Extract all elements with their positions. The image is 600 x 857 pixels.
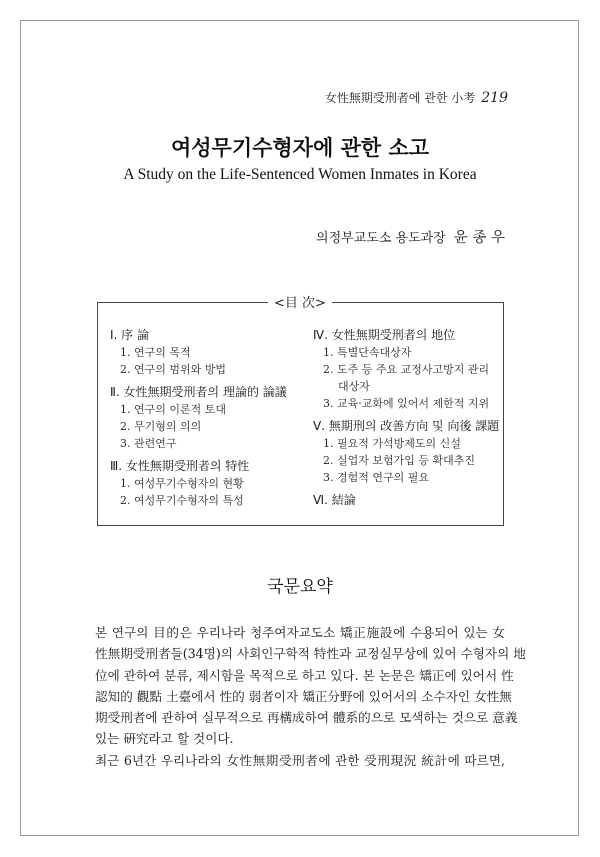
paper-subtitle: A Study on the Life-Sentenced Women Inmates in Korea [123,166,477,183]
abstract-line: 본 연구의 目的은 우리나라 청주여자교도소 矯正施設에 수용되어 있는 女 [95,625,505,640]
toc-section-title: Ⅰ. 序 論 [110,328,149,342]
abstract-line: 認知的 觀點 土臺에서 性的 弱者이자 矯正分野에 있어서의 소수자인 女性無 [95,688,512,704]
toc-heading-label: <目 次> [268,296,332,311]
toc-item: 2. 여성무기수형자의 특성 [120,494,244,507]
abstract-line: 期受刑者에 관하여 실무적으로 再構成하여 體系的으로 모색하는 것으로 意義 [95,710,518,726]
abstract-line: 位에 관하여 분류, 제시함을 목적으로 하고 있다. 본 논문은 矯正에 있어서 性 [95,667,514,683]
toc-item: 2. 연구의 범위와 방법 [120,363,226,376]
toc-item-continuation: 대상자 [338,380,370,393]
toc-item: 2. 실업자 보험가입 등 확대추진 [323,454,475,467]
toc-section [313,492,503,509]
toc-item: 1. 연구의 목적 [120,346,191,359]
toc-section-title: Ⅴ. 無期刑의 改善方向 및 向後 課題 [313,419,500,433]
toc-item: 2. 도주 등 주요 교정사고방지 관리 [323,363,490,376]
running-head [325,89,508,106]
toc-section-title: Ⅵ. 結論 [313,493,356,507]
paper-title: 여성무기수형자에 관한 소고 [170,136,430,160]
page-number: 219 [481,90,508,106]
author-affiliation: 의정부교도소 용도과장 [316,231,446,246]
toc-item: 2. 무기형의 의의 [120,420,202,433]
toc-item: 3. 관련연구 [120,437,177,450]
toc-item: 3. 경험적 연구의 필요 [323,471,429,484]
abstract-line: 최근 6년간 우리나라의 女性無期受刑者에 관한 受刑現況 統計에 따르면, [95,752,505,768]
toc-item: 1. 여성무기수형자의 현황 [120,477,244,490]
abstract-line: 性無期受刑者들(34명)의 사회인구학적 特性과 교정실무상에 있어 수형자의 地 [95,646,526,662]
toc-item: 1. 특별단속대상자 [323,346,412,359]
toc-section [110,384,300,452]
toc-left-column [110,327,300,509]
abstract-body [95,622,526,771]
toc-section [110,327,300,378]
toc-section-title: Ⅳ. 女性無期受刑者의 地位 [313,328,456,342]
running-head-text: 女性無期受刑者에 관한 小考 [324,91,476,105]
author-name: 윤 종 우 [453,230,505,246]
toc-right-column [313,327,503,509]
toc-section [110,458,300,509]
toc-section [313,418,503,486]
author-line [316,226,505,247]
toc-section-title: Ⅲ. 女性無期受刑者의 特性 [110,459,250,473]
abstract-heading: 국문요약 [267,577,333,597]
toc-section [313,327,503,412]
toc-section-title: Ⅱ. 女性無期受刑者의 理論的 論議 [110,385,287,399]
toc-item: 3. 교육·교화에 있어서 제한적 지위 [323,397,490,410]
toc-item: 1. 연구의 이론적 토대 [120,403,226,416]
toc-item: 1. 필요적 가석방제도의 신설 [323,437,461,450]
abstract-line: 있는 硏究라고 할 것이다. [95,731,234,747]
table-of-contents [97,302,504,526]
toc-heading [0,292,600,311]
